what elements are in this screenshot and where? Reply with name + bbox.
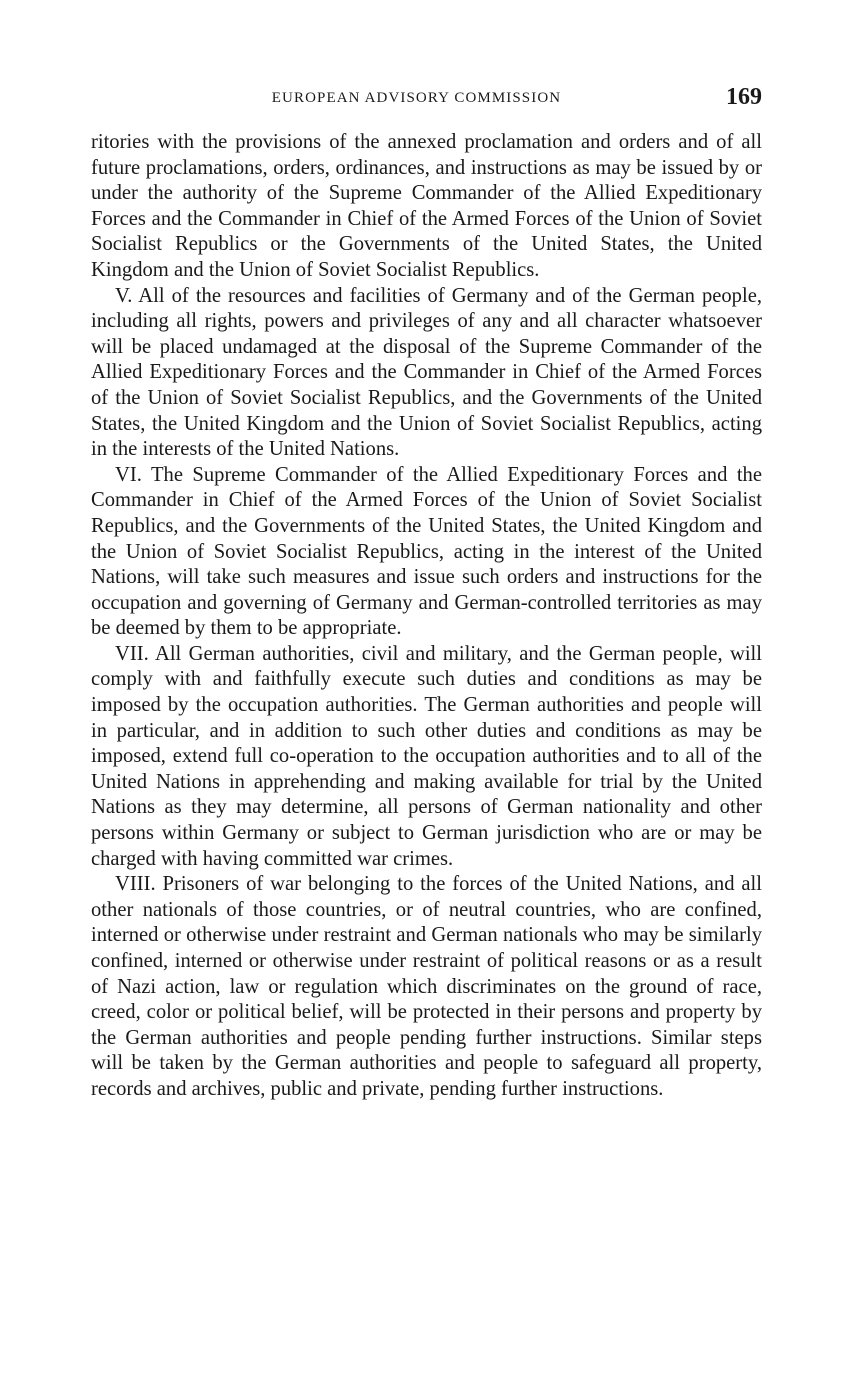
paragraph-article-vii: VII. All German authorities, civil and military, and the German people, will comply with and faithfully execute such duties and conditions as may be imposed by the occupation authorities. The German authorities and people will in particular, and in addition to such other duties and conditions as may be imposed, extend full co-operation to the occupation authorities and to all of the United Nations in apprehending and making available for trial by the United Nations as they may determine, all persons of German nationality and other persons within Germany or subject to German jurisdiction who are or may be charged with having committed war crimes. (91, 642, 762, 870)
running-head (91, 84, 762, 118)
paragraph-article-viii: VIII. Prisoners of war belonging to the forces of the United Nations, and all other nationals of those countries, or of neutral countries, who are confined, interned or otherwise under restraint and German nationals who may be similarly confined, interned or otherwise under restraint of political reasons or as a result of Nazi action, law or regulation which discriminates on the ground of race, creed, color or political belief, will be protected in their persons and property by the German authorities and people pending further instructions. Similar steps will be taken by the German authorities and people to safeguard all property, records and archives, public and private, pending further instructions. (91, 873, 762, 1100)
running-title: EUROPEAN ADVISORY COMMISSION (271, 90, 562, 106)
body-text (91, 130, 762, 1103)
page-number: 169 (726, 84, 762, 110)
document-page (91, 84, 762, 1103)
paragraph-article-v: V. All of the resources and facilities of Germany and of the German people, including all rights, powers and privileges of any and all character whatsoever will be placed undamaged at the disposal of the Supreme Commander of the Allied Expeditionary Forces and the Commander in Chief of the Armed Forces of the Union of Soviet Socialist Republics, and the Governments of the United States, the United Kingdom and the Union of Soviet Socialist Republics, acting in the interests of the United Nations. (91, 284, 762, 461)
paragraph-continuation: ritories with the provisions of the annexed proclamation and orders and of all future proclamations, orders, ordinances, and instructions as may be issued by or under the authority of the Supreme Commander of the Allied Expeditionary Forces and the Commander in Chief of the Armed Forces of the Union of Soviet Socialist Republics or the Governments of the United States, the United Kingdom and the Union of Soviet Socialist Republics. (91, 131, 762, 281)
paragraph-article-vi: VI. The Supreme Commander of the Allied Expeditionary Forces and the Commander in Chief of the Armed Forces of the Union of Soviet Socialist Republics, and the Governments of the United States, the United Kingdom and the Union of Soviet Socialist Republics, acting in the interest of the United Nations, will take such measures and issue such orders and instructions for the occupation and governing of Germany and German-controlled territories as may be deemed by them to be appropriate. (91, 463, 762, 640)
